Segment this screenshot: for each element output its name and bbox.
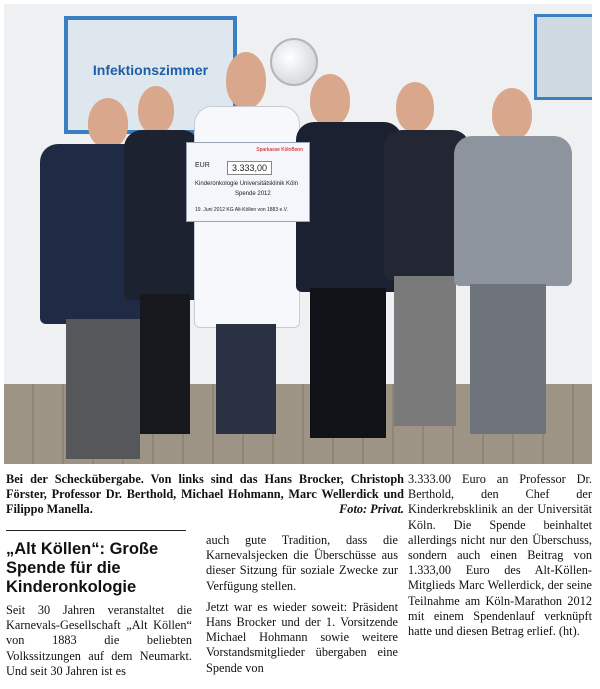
article-column-3: 3.333.00 Euro an Professor Dr. Berthold, den Chef der Kinderkrebsklinik an der Universität Köln. Die Spende beinhaltet allerdings nicht nur den Überschuss, sondern auch einen Beitrag von 1.333,00 Euro des Alt-Köllen-Mitglieds Marc Wellerdick, der seine Teilnahme am Köln-Marathon 2012 mit einem Spendenlauf verknüpft hatte und diesen Betrag erlief. (ht).: [408, 472, 592, 639]
photo-caption: [6, 472, 404, 517]
divider: [6, 530, 186, 531]
check-recipient: Kinderonkologie Universitätsklinik Köln: [195, 181, 299, 187]
article-headline: „Alt Köllen“: Große Spende für die Kinderonkologie: [6, 540, 159, 596]
wall-lamp: [270, 38, 318, 86]
check-amount: 3.333,00: [227, 161, 272, 175]
check-bank: Sparkasse KölnBonn: [256, 147, 303, 153]
photo-credit: Foto: Privat.: [339, 502, 404, 516]
caption-text: Bei der Scheckübergabe. Von links sind das Hans Brocker, Christoph Förster, Professor Dr. Berthold, Michael Hohmann, Marc Wellerdick und Filippo Manella.: [6, 472, 404, 516]
door-sign-text: Infektionszimmer: [92, 62, 209, 78]
group-photo: [4, 4, 592, 464]
article-paragraph: auch gute Tradition, dass die Karnevalsjecken die Überschüsse aus dieser Sitzung für soziale Zwecke zur Verfügung stellen.: [206, 533, 398, 593]
article-column-1: Seit 30 Jahren veranstaltet die Karnevals-Gesellschaft „Alt Köllen“ von 1883 die beliebten Volkssitzungen auf dem Neumarkt. Und seit 30 Jahren ist es: [6, 603, 192, 678]
window: [534, 14, 592, 100]
check-purpose: Spende 2012: [235, 191, 271, 197]
check-signature: 19. Juni 2012 KG Alt-Köllen von 1883 e.V.: [195, 207, 288, 213]
article-paragraph: Jetzt war es wieder soweit: Präsident Hans Brocker und der 1. Vorsitzende Michael Hohmann sowie weitere Vorstandsmitglieder übergaben eine Spende von: [206, 599, 398, 675]
donation-check: [186, 142, 310, 222]
check-currency: EUR: [195, 162, 210, 169]
article-column-2: [206, 533, 398, 682]
